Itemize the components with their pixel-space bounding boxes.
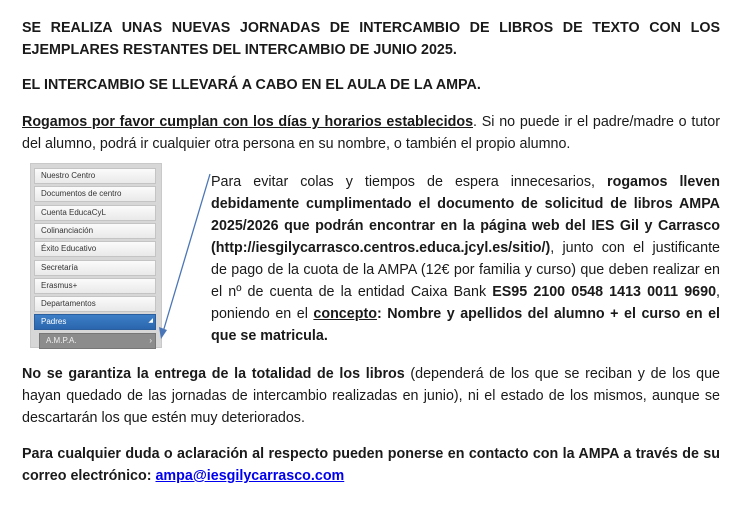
- guarantee-details: (dependerá de los que se reciban y de los que hayan quedado de las jornadas de intercambio realizadas en junio), ni el estado de los mismos, aunque se descartarán los que estén muy deteriorados.: [22, 366, 720, 426]
- menu-item-8[interactable]: [34, 296, 156, 312]
- menu-item-5[interactable]: [34, 241, 156, 257]
- menu-subitem-label: A.M.P.A.: [46, 335, 77, 345]
- contact-email-link[interactable]: ampa@iesgilycarrasco.com: [155, 468, 345, 484]
- pointer-arrow-icon: [155, 172, 215, 342]
- menu-item-label: Éxito Educativo: [41, 244, 97, 254]
- concepto-details: : Nombre y apellidos del alumno + el curso en el que se matricula.: [211, 306, 720, 344]
- menu-item-9[interactable]: [34, 314, 156, 330]
- menu-item-label: Secretaría: [41, 262, 78, 272]
- schedule-details: . Si no puede ir el padre/madre o tutor del alumno, podrá ir cualquier otra persona en su nombre, o también el propio alumno.: [22, 114, 720, 152]
- menu-item-2[interactable]: [34, 186, 156, 202]
- concepto-label: concepto: [313, 306, 377, 322]
- menu-item-label: Cuenta EducaCyL: [41, 207, 106, 217]
- menu-item-3[interactable]: [34, 205, 156, 221]
- corner-icon: ◢: [148, 318, 153, 325]
- menu-item-label: Padres: [41, 317, 67, 327]
- menu-item-7[interactable]: [34, 278, 156, 294]
- website-menu-screenshot: [31, 164, 161, 347]
- menu-item-1[interactable]: [34, 168, 156, 184]
- schedule-request: Rogamos por favor cumplan con los días y horarios establecidos: [22, 114, 474, 130]
- menu-item-label: Documentos de centro: [41, 189, 122, 199]
- menu-subitem-ampa[interactable]: [39, 333, 156, 349]
- guarantee-paragraph: [22, 363, 720, 429]
- bank-account-number: ES95 2100 0548 1413 0011 9690: [492, 284, 717, 300]
- instructions-reference: , poniendo en el: [211, 284, 720, 322]
- menu-item-4[interactable]: [34, 223, 156, 239]
- menu-item-6[interactable]: [34, 260, 156, 276]
- instructions-intro: Para evitar colas y tiempos de espera innecesarios,: [211, 174, 608, 190]
- contact-paragraph: [22, 443, 720, 487]
- menu-item-label: Erasmus+: [41, 280, 78, 290]
- guarantee-warning: No se garantiza la entrega de la totalidad de los libros: [22, 366, 405, 382]
- contact-text: Para cualquier duda o aclaración al respecto pueden ponerse en contacto con la AMPA a través de su correo electrónico:: [22, 446, 720, 484]
- announcement-heading: SE REALIZA UNAS NUEVAS JORNADAS DE INTERCAMBIO DE LIBROS DE TEXTO CON LOS EJEMPLARES RESTANTES DEL INTERCAMBIO DE JUNIO 2025.: [22, 20, 720, 58]
- menu-item-label: Colinanciación: [41, 225, 94, 235]
- chevron-right-icon: ›: [149, 335, 152, 345]
- instructions-payment: , junto con el justificante de pago de la cuota de la AMPA (12€ por familia y curso) que deben realizar en el nº de cuenta de la entidad Caixa Bank: [211, 240, 720, 300]
- schedule-paragraph: [22, 111, 720, 155]
- location-notice: EL INTERCAMBIO SE LLEVARÁ A CABO EN EL AULA DE LA AMPA.: [22, 77, 481, 93]
- instructions-paragraph: [211, 171, 720, 347]
- menu-item-label: Nuestro Centro: [41, 171, 96, 180]
- menu-item-label: Departamentos: [41, 299, 96, 309]
- instructions-document: rogamos lleven debidamente cumplimentado el documento de solicitud de libros AMPA 2025/2026 que podrán encontrar en la página web del IES Gil y Carrasco (http://iesgilycarrasco.centros.educa.jcyl.es/sitio/): [211, 174, 720, 256]
